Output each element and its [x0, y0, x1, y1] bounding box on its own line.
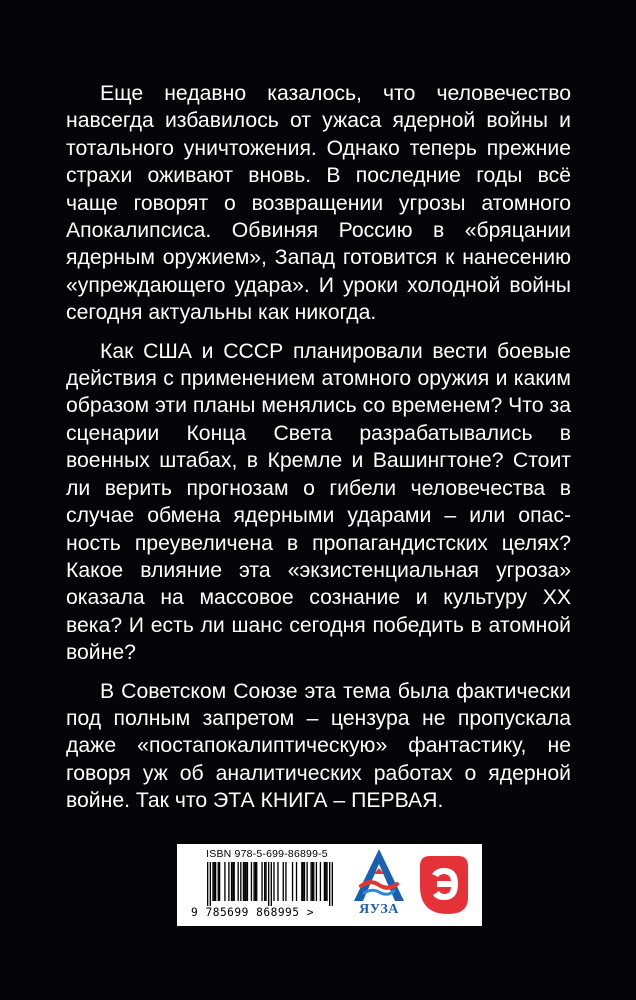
barcode-bar — [218, 862, 219, 901]
barcode-bar — [301, 862, 302, 901]
barcode-bar — [316, 862, 317, 901]
barcode-bar — [247, 862, 248, 901]
eksmo-logo-icon — [416, 852, 472, 918]
barcode-bar — [332, 862, 333, 906]
barcode-bar — [306, 862, 307, 901]
barcode-bar — [265, 862, 266, 901]
barcode-bar — [273, 862, 274, 901]
paragraph-questions: Как США и СССР планировали вести боевые действия с применением атомного оружия и каким образом эти планы менялись со временем? Что за сценарии Конца Света разрабатывались в военных штабах, в Кремле и Вашингтоне? Стоит ли верить прогнозам о гибели человечества в случае обмена ядерными ударами – или опасность преувеличена в пропагандистских целях? Какое влияние эта «экзистенциальная угроза» оказала на массовое сознание и культуру ХХ века? И есть ли шанс сегодня победить в атомной войне? — [66, 339, 571, 665]
barcode-bar — [271, 862, 272, 906]
barcode-bar — [234, 862, 235, 901]
barcode-bar — [212, 862, 213, 901]
barcode-bar — [302, 862, 303, 901]
barcode-bar — [326, 862, 327, 901]
isbn-barcode — [191, 848, 343, 920]
barcode-bar — [268, 862, 269, 906]
barcode-bar — [256, 862, 257, 901]
barcode-bar — [285, 862, 286, 901]
barcode-bar — [304, 862, 305, 901]
barcode-bar — [207, 862, 208, 906]
yauza-logo-label: ЯУЗА — [359, 902, 399, 917]
barcode-bar — [232, 862, 233, 901]
yauza-logo-icon — [348, 846, 410, 922]
barcode-bar — [310, 862, 311, 901]
barcode-bar — [245, 862, 246, 901]
barcode-bar — [210, 862, 211, 906]
barcode-bar — [255, 862, 256, 901]
barcode-bar — [238, 862, 239, 901]
barcode-bar — [261, 862, 262, 901]
barcode-bar — [283, 862, 284, 901]
barcode-bar — [240, 862, 241, 901]
barcode-bar — [313, 862, 314, 901]
barcode-bar — [277, 862, 278, 901]
barcode-bar — [243, 862, 244, 901]
barcode-bar — [215, 862, 216, 901]
barcode-bars — [197, 862, 337, 906]
barcode-digits: 9 785699 868995 > — [191, 906, 315, 919]
barcode-bar — [251, 862, 252, 901]
barcode-bar — [312, 862, 313, 901]
paragraph-conclusion: В Советском Союзе эта тема была фактически под полным запретом – цензура не пропускала даже «постапокалиптическую» фантастику, не говоря уж об аналитических работах о ядерной войне. Так что ЭТА КНИГА – ПЕРВАЯ. — [66, 679, 571, 813]
paragraph-intro: Еще недавно казалось, что человечество навсегда избавилось от ужаса ядерной войны и тотального уничтожения. Однако теперь прежние страхи оживают вновь. В последние годы всё чаще говорят о возвращении угрозы атомного Апокалипсиса. Обвиняя Россию в «бряцании ядерным оружием», Запад готовится к нанесению «упреждающего удара». И уроки холодной войны сегодня актуальны как никогда. — [66, 82, 571, 325]
barcode-bar — [224, 862, 225, 901]
barcode-bar — [320, 862, 321, 901]
barcode-bar — [253, 862, 254, 901]
barcode-bar — [264, 862, 265, 901]
barcode-bar — [214, 862, 215, 901]
annotation-text — [66, 80, 571, 815]
barcode-bar — [329, 862, 330, 906]
isbn-label: ISBN 978-5-699-86899-5 — [206, 848, 328, 860]
barcode-bar — [231, 862, 232, 901]
barcode-bar — [219, 862, 220, 901]
barcode-bar — [296, 862, 297, 901]
barcode-bar — [324, 862, 325, 901]
barcode-bar — [325, 862, 326, 901]
barcode-bar — [228, 862, 229, 901]
barcode-bar — [292, 862, 293, 901]
barcode-bar — [244, 862, 245, 901]
